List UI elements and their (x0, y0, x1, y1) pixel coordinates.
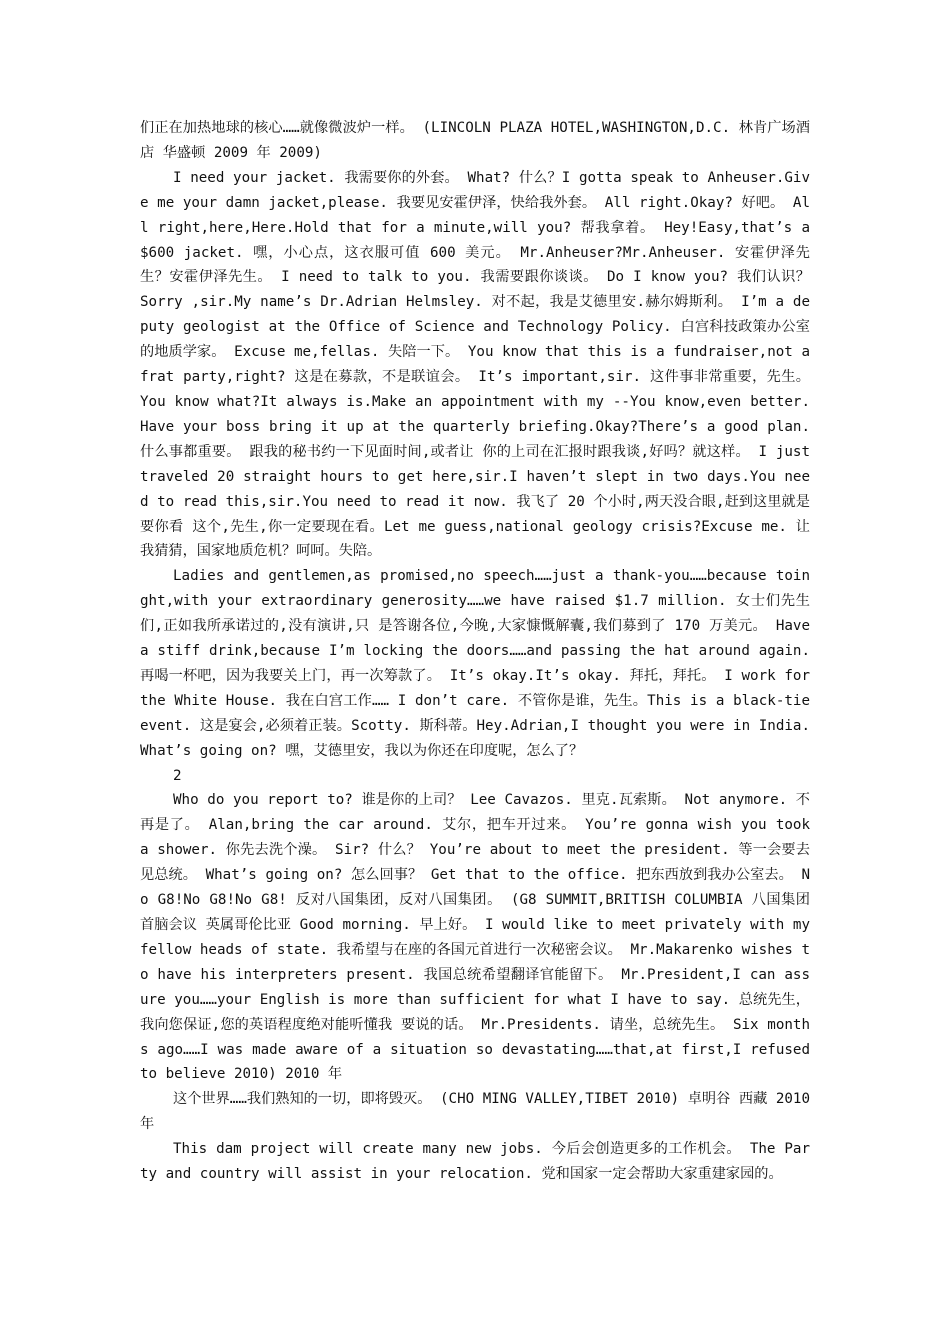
document-page (140, 116, 810, 1187)
paragraph-g8-summit: Who do you report to? 谁是你的上司？ Lee Cavazos. 里克.瓦索斯。 Not anymore. 不再是了。 Alan,bring the car around. 艾尔，把车开过来。 You’re gonna wish you took a shower. 你先去洗个澡。 Sir? 什么？ You’re about to meet the president. 等一会要去见总统。 What’s going on? 怎么回事？ Get that to the office. 把东西放到我办公室去。 No G8!No G8!No G8! 反对八国集团，反对八国集团。 (G8 SUMMIT,BRITISH COLUMBIA 八国集团首脑会议 英属哥伦比亚 Good morning. 早上好。 I would like to meet privately with my fellow heads of state. 我希望与在座的各国元首进行一次秘密会议。 Mr.Makarenko wishes to have his interpreters present. 我国总统希望翻译官能留下。 Mr.President,I can assure you……your English is more than sufficient for what I have to say. 总统先生， 我向您保证,您的英语程度绝对能听懂我 要说的话。 Mr.Presidents. 请坐，总统先生。 Six months ago……I was made aware of a situation so devastating……that,at first,I refused to believe 2010) 2010 年 (140, 792, 810, 1083)
paragraph-fundraiser-speech: Ladies and gentlemen,as promised,no speech……just a thank-you……because toinght,with your extraordinary generosity……we have raised $1.7 million. 女士们先生们,正如我所承诺过的,没有演讲,只 是答谢各位,今晚,大家慷慨解囊,我们募到了 170 万美元。 Have a stiff drink,because I’m locking the doors……and passing the hat around again. 再喝一杯吧，因为我要关上门，再一次筹款了。 It’s okay.It’s okay. 拜托，拜托。 I work for the White House. 我在白宫工作…… I don’t care. 不管你是谁，先生。This is a black-tie event. 这是宴会,必须着正装。Scotty. 斯科蒂。Hey.Adrian,I thought you were in India.What’s going on? 嘿，艾德里安，我以为你还在印度呢，怎么了？ (140, 568, 810, 759)
paragraph-lincoln-plaza-hotel: 们正在加热地球的核心……就像微波炉一样。 (LINCOLN PLAZA HOTEL,WASHINGTON,D.C. 林肯广场酒店 华盛顿 2009 年 2009) (140, 120, 810, 161)
page-number: 2 (173, 767, 182, 784)
paragraph-cho-ming-valley: 这个世界……我们熟知的一切，即将毁灭。 (CHO MING VALLEY,TIBET 2010) 卓明谷 西藏 2010 年 (140, 1091, 810, 1133)
paragraph-jacket-dialogue: I need your jacket. 我需要你的外套。 What? 什么？I gotta speak to Anheuser.Give me your damn jacket,please. 我要见安霍伊泽，快给我外套。 All right.Okay? 好吧。 All right,here,Here.Hold that for a minute,will you? 帮我拿着。 Hey!Easy,that’s a $600 jacket. 嘿，小心点，这衣服可值 600 美元。 Mr.Anheuser?Mr.Anheuser. 安霍伊泽先生？安霍伊泽先生。 I need to talk to you. 我需要跟你谈谈。 Do I know you? 我们认识？ Sorry ,sir.My name’s Dr.Adrian Helmsley. 对不起，我是艾德里安.赫尔姆斯利。 I’m a deputy geologist at the Office of Science and Technology Policy. 白宫科技政策办公室的地质学家。 Excuse me,fellas. 失陪一下。 You know that this is a fundraiser,not a frat party,right? 这是在募款，不是联谊会。 It’s important,sir. 这件事非常重要，先生。 You know what?It always is.Make an appointment with my --You know,even better.Have your boss bring it up at the quarterly briefing.Okay?There’s a good plan.什么事都重要。 跟我的秘书约一下见面时间,或者让 你的上司在汇报时跟我谈,好吗？就这样。 I just traveled 20 straight hours to get here,sir.I haven’t slept in two days.You need to read this,sir.You need to read it now. 我飞了 20 个小时,两天没合眼,赶到这里就是要你看 这个,先生,你一定要现在看。Let me guess,national geology crisis?Excuse me. 让我猜猜，国家地质危机？呵呵。失陪。 (140, 169, 810, 560)
paragraph-dam-project: This dam project will create many new jobs. 今后会创造更多的工作机会。 The Party and country will assist in your relocation. 党和国家一定会帮助大家重建家园的。 (140, 1141, 810, 1183)
